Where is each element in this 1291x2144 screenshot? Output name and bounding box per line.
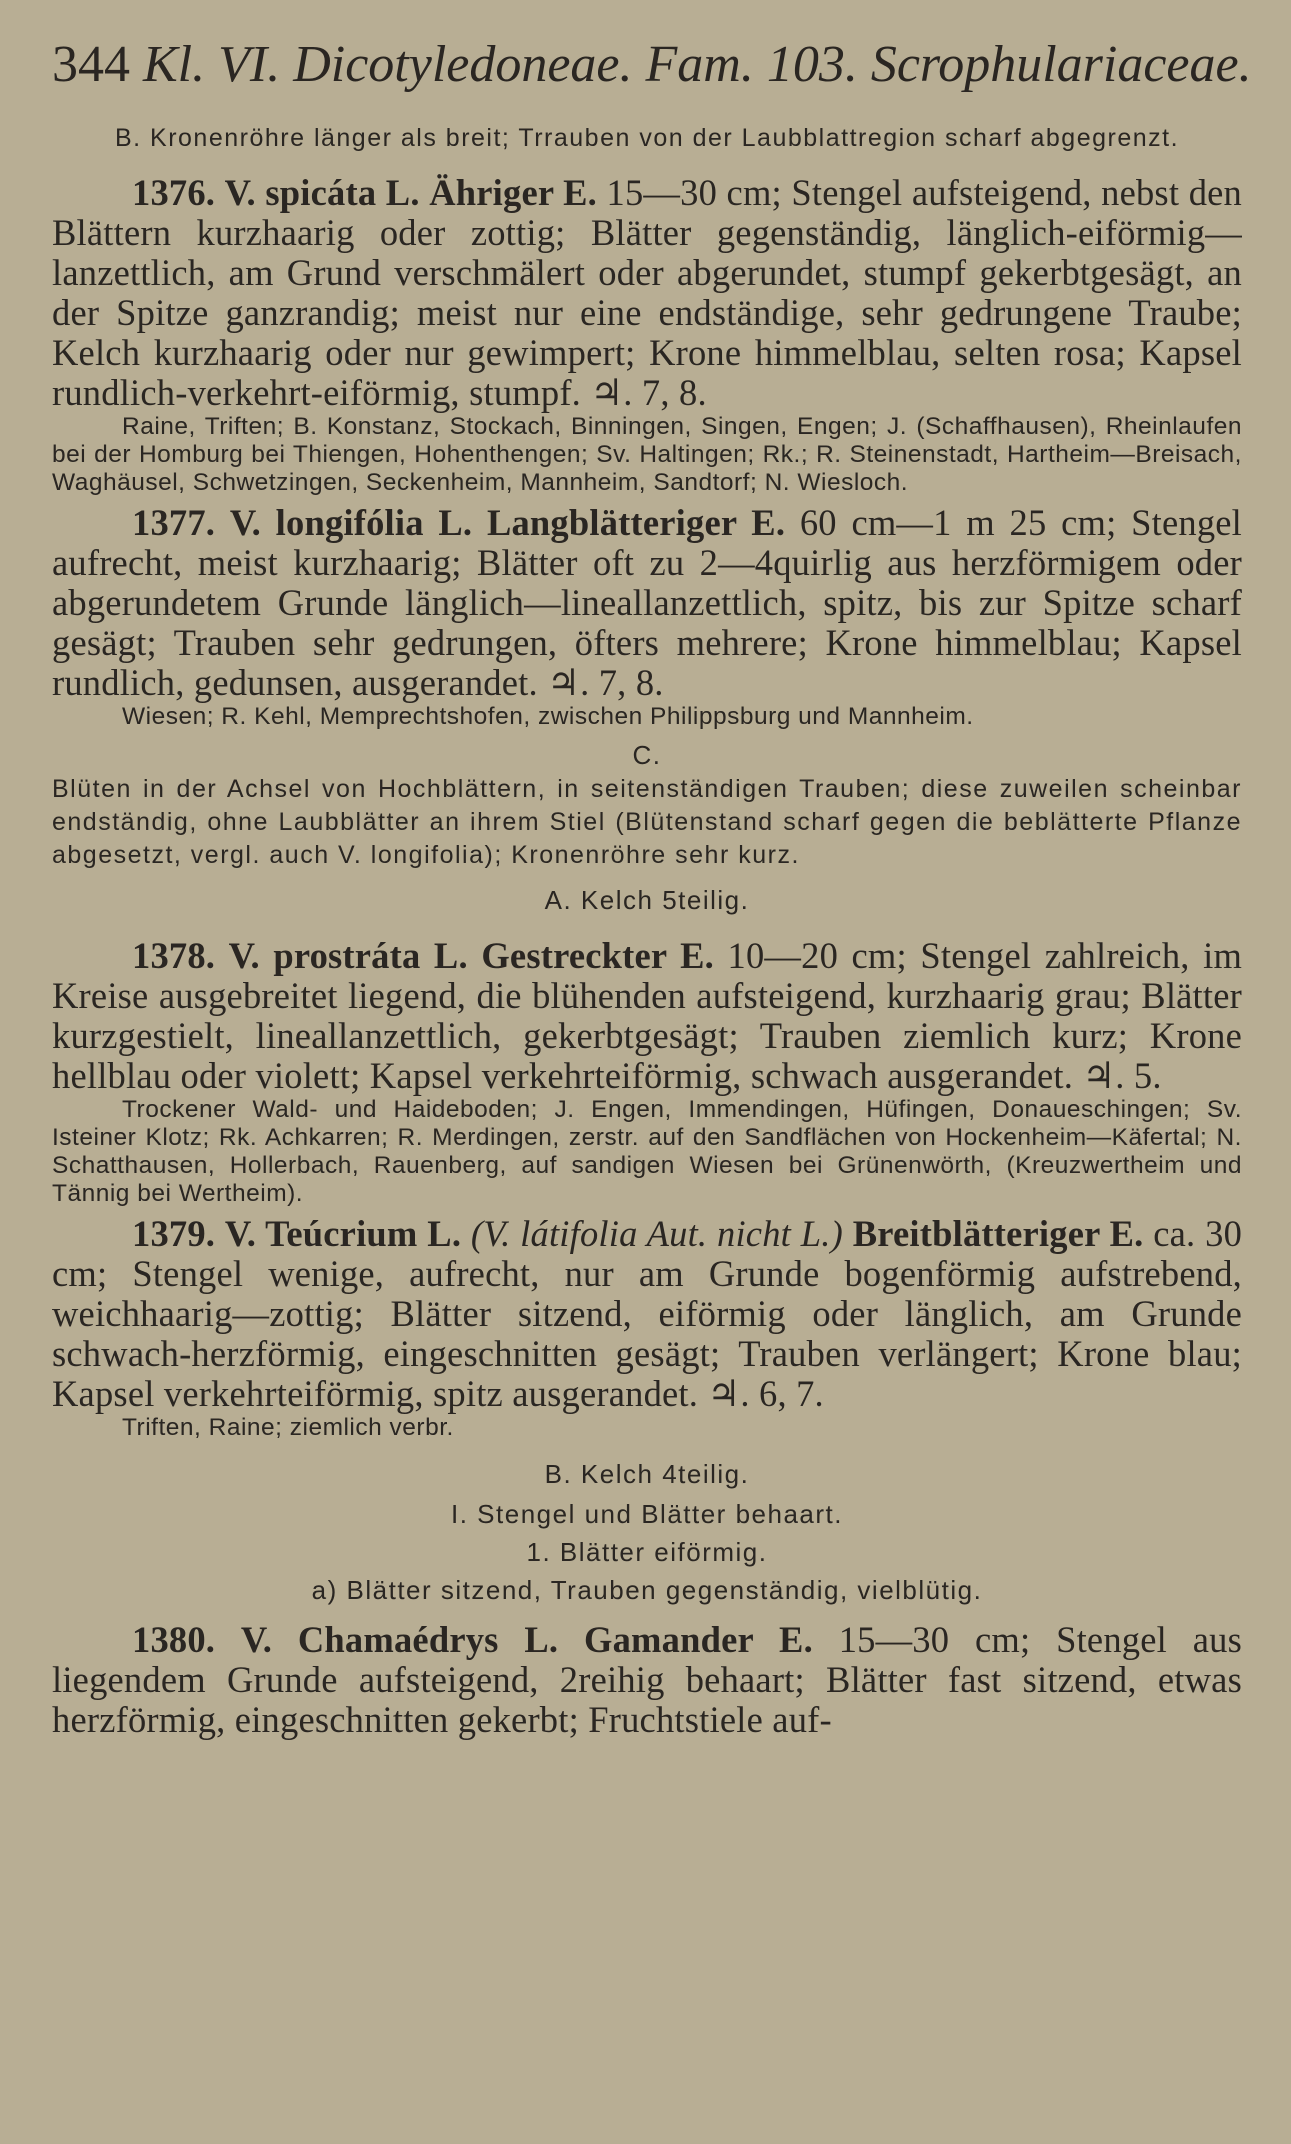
species-1376 (52, 173, 1242, 413)
species-number: 1380. (132, 1619, 216, 1660)
species-localities (52, 1414, 1242, 1442)
key-b2: B. Kelch 4teilig. (544, 1459, 750, 1489)
running-head (52, 30, 1252, 100)
running-head-title: Kl. VI. Dicotyledoneae. Fam. 103. Scrophulariaceae. (143, 36, 1252, 93)
species-number: 1377. (132, 502, 216, 543)
species-1377 (52, 503, 1242, 703)
species-common-name: Gamander E. (584, 1619, 813, 1660)
species-localities (52, 1096, 1242, 1208)
localities-text: Wiesen; R. Kehl, Memprechtshofen, zwischen Philippsburg und Mannheim. (122, 703, 974, 730)
species-common-name: Breitblätteriger E. (852, 1213, 1144, 1254)
species-description: 60 cm—1 m 25 cm; Stengel aufrecht, meist kurzhaarig; Blätter oft zu 2—4quirlig aus herzförmigem oder abgerundetem Grunde länglich—lineallanzettlich, spitz, bis zur Spitze scharf gesägt; Trauben sehr gedrungen, öfters mehrere; Krone himmelblau; Kapsel rundlich, gedunsen, ausgerandet. ♃. 7, 8. (52, 502, 1243, 703)
localities-text: Trockener Wald- und Haideboden; J. Engen, Immendingen, Hüfingen, Donaueschingen; Sv. Isteiner Klotz; Rk. Achkarren; R. Merdingen, zerstr. auf den Sandflächen von Hockenheim—Käfertal; N. Schatthausen, Hollerbach, Rauenberg, auf sandigen Wiesen bei Grünenwörth, (Kreuzwertheim und Tännig bei Wertheim). (52, 1096, 1242, 1207)
species-description: 15—30 cm; Stengel aus liegendem Grunde aufsteigend, 2reihig behaart; Blätter fast sitzend, etwas herzförmig, eingeschnitten gekerbt; Fruchtstiele auf- (52, 1619, 1242, 1740)
species-description: 10—20 cm; Stengel zahlreich, im Kreise ausgebreitet liegend, die blühenden aufsteigend, kurzhaarig grau; Blätter kurzgestielt, lineallanzettlich, gekerbtgesägt; Trauben ziemlich kurz; Krone hellblau oder violett; Kapsel verkehrteiförmig, schwach ausgerandet. ♃. 5. (52, 935, 1243, 1096)
species-localities (52, 413, 1242, 497)
key-c-letter: C. (632, 740, 662, 770)
species-number: 1378. (132, 935, 216, 976)
species-1379 (52, 1214, 1242, 1414)
species-name: V. longifólia L. (229, 502, 473, 543)
species-common-name: Ähriger E. (429, 172, 597, 213)
species-common-name: Gestreckter E. (481, 935, 714, 976)
species-name: V. prostráta L. (228, 935, 468, 976)
species-name: V. Chamaédrys L. (240, 1619, 559, 1660)
key-1: 1. Blätter eiförmig. (526, 1537, 768, 1567)
species-common-name: Langblätteriger E. (486, 502, 786, 543)
species-number: 1376. (132, 172, 216, 213)
page-content (52, 30, 1252, 1740)
key-c-text: Blüten in der Achsel von Hochblättern, in seitenständigen Trauben; diese zuweilen scheinbar endständig, ohne Laubblätter an ihrem Stiel (Blütenstand scharf gegen die beblätterte Pflanze abgesetzt, vergl. auch V. longifolia); Kronenröhre sehr kurz. (52, 775, 1242, 869)
page-number: 344 (52, 36, 130, 93)
key-a: A. Kelch 5teilig. (544, 885, 750, 915)
species-description: ca. 30 cm; Stengel wenige, aufrecht, nur am Grunde bogenförmig aufstrebend, weichhaarig—zottig; Blätter sitzend, eiförmig oder länglich, am Grunde schwach-herzförmig, eingeschnitten gesägt; Trauben verlängert; Krone blau; Kapsel verkehrteiförmig, spitz ausgerandet. ♃. 6, 7. (52, 1213, 1243, 1414)
localities-text: Triften, Raine; ziemlich verbr. (122, 1414, 454, 1441)
key-i: I. Stengel und Blätter behaart. (451, 1499, 843, 1529)
species-1380 (52, 1620, 1242, 1740)
species-number: 1379. (132, 1213, 216, 1254)
species-localities (52, 703, 1242, 731)
species-description: 15—30 cm; Stengel aufsteigend, nebst den Blättern kurzhaarig oder zottig; Blätter gegenständig, länglich-eiförmig—lanzettlich, am Grund verschmälert oder abgerundet, stumpf gekerbtgesägt, an der Spitze ganzrandig; meist nur eine endständige, sehr gedrungene Traube; Kelch kurzhaarig oder nur gewimpert; Krone himmelblau, selten rosa; Kapsel rundlich-verkehrt-eiförmig, stumpf. ♃. 7, 8. (52, 172, 1242, 413)
species-1378 (52, 936, 1242, 1096)
key-a2: a) Blätter sitzend, Trauben gegenständig, vielblütig. (311, 1575, 983, 1605)
localities-text: Raine, Triften; B. Konstanz, Stockach, Binningen, Singen, Engen; J. (Schaffhausen), Rheinlaufen bei der Homburg bei Thiengen, Hohenthengen; Sv. Haltingen; Rk.; R. Steinenstadt, Hartheim—Breisach, Waghäusel, Schwetzingen, Seckenheim, Mannheim, Sandtorf; N. Wiesloch. (52, 413, 1242, 496)
species-synonym: (V. látifolia Aut. nicht L.) (470, 1213, 843, 1254)
species-name: V. spicáta L. (224, 172, 420, 213)
species-name: V. Teúcrium L. (224, 1213, 462, 1254)
key-b: B. Kronenröhre länger als breit; Trrauben von der Laubblattregion scharf abgegrenzt. (114, 124, 1180, 152)
